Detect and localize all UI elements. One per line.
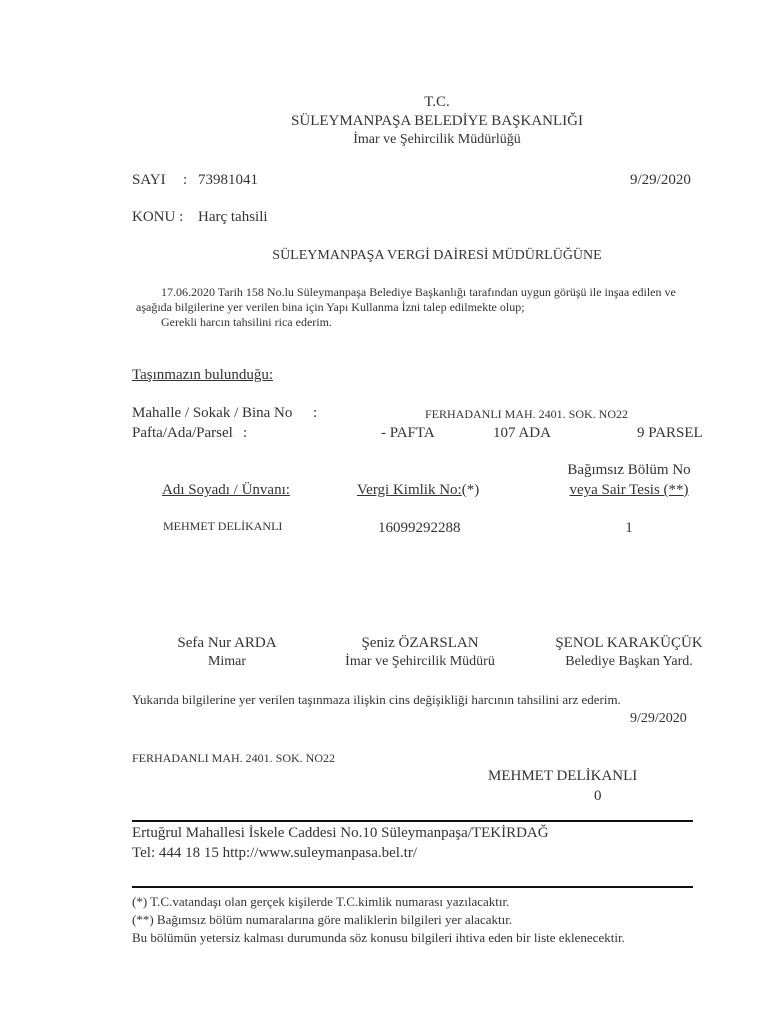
parsel-value: 9 PARSEL	[637, 425, 703, 441]
owner-tax-no: 16099292288	[378, 520, 461, 536]
applicant-name: MEHMET DELİKANLI	[488, 768, 638, 784]
tax-column-header-suffix: (*)	[461, 482, 480, 498]
footnote-1: (*) T.C.vatandaşı olan gerçek kişilerde T.C.kimlik numarası yazılacaktır.	[132, 894, 510, 909]
signer-3-name: ŞENOL KARAKÜÇÜK	[555, 635, 703, 651]
header-department: İmar ve Şehircilik Müdürlüğü	[353, 132, 521, 147]
konu-value: Harç tahsili	[198, 209, 268, 225]
footnote-3: Bu bölümün yetersiz kalması durumunda söz konusu bilgileri ihtiva eden bir liste eklenecektir.	[132, 930, 625, 945]
body-line-1: 17.06.2020 Tarih 158 No.lu Süleymanpaşa Belediye Başkanlığı tarafından uygun görüşü ile inşaa edilen ve	[161, 285, 676, 299]
footnote-2: (**) Bağımsız bölüm numaralarına göre maliklerin bilgileri yer alacaktır.	[132, 912, 513, 927]
pafta-colon: :	[243, 425, 248, 441]
body-line-2: aşağıda bilgilerine yer verilen bina için Yapı Kullanma İzni talep edilmekte olup;	[136, 300, 525, 314]
address-label: Mahalle / Sokak / Bina No	[132, 405, 293, 421]
sayi-colon: :	[183, 172, 188, 188]
address-colon: :	[313, 405, 318, 421]
footer-bottom-rule	[132, 886, 693, 888]
document-date: 9/29/2020	[630, 172, 691, 188]
unit-header-line-1: Bağımsız Bölüm No	[567, 462, 691, 478]
applicant-date: 9/29/2020	[630, 711, 687, 726]
property-heading: Taşınmazın bulunduğu:	[132, 367, 274, 383]
applicant-address: FERHADANLI MAH. 2401. SOK. NO22	[132, 751, 336, 765]
header-tc: T.C.	[424, 94, 450, 110]
signer-1-name: Sefa Nur ARDA	[177, 635, 277, 651]
tax-column-header-text: Vergi Kimlik No:	[357, 482, 462, 498]
konu-label: KONU :	[132, 209, 184, 225]
owner-name: MEHMET DELİKANLI	[163, 519, 283, 533]
pafta-label: Pafta/Ada/Parsel	[132, 425, 233, 441]
recipient: SÜLEYMANPAŞA VERGİ DAİRESİ MÜDÜRLÜĞÜNE	[272, 248, 602, 263]
applicant-number: 0	[594, 788, 602, 804]
sayi-value: 73981041	[198, 172, 258, 188]
footer-top-rule	[132, 820, 693, 822]
ada-value: 107 ADA	[493, 425, 551, 441]
name-column-header: Adı Soyadı / Ünvanı:	[162, 482, 290, 498]
sayi-label: SAYI	[132, 172, 166, 188]
applicant-statement: Yukarıda bilgilerine yer verilen taşınmaza ilişkin cins değişikliği harcının tahsilini arz ederim.	[132, 692, 621, 707]
body-line-3: Gerekli harcın tahsilini rica ederim.	[161, 315, 332, 329]
pafta-value: - PAFTA	[381, 425, 435, 441]
unit-header-line-2: veya Sair Tesis (**)	[569, 482, 689, 498]
signer-2-title: İmar ve Şehircilik Müdürü	[345, 654, 495, 669]
tax-column-header	[357, 483, 479, 498]
header-municipality: SÜLEYMANPAŞA BELEDİYE BAŞKANLIĞI	[291, 113, 583, 129]
signer-3-title: Belediye Başkan Yard.	[565, 654, 693, 669]
signer-1-title: Mimar	[207, 654, 247, 669]
footer-contact: Tel: 444 18 15 http://www.suleymanpasa.bel.tr/	[132, 845, 418, 861]
footer-address: Ertuğrul Mahallesi İskele Caddesi No.10 Süleymanpaşa/TEKİRDAĞ	[132, 825, 549, 841]
address-value: FERHADANLI MAH. 2401. SOK. NO22	[425, 407, 629, 421]
signer-2-name: Şeniz ÖZARSLAN	[361, 635, 479, 651]
owner-unit: 1	[625, 520, 633, 536]
